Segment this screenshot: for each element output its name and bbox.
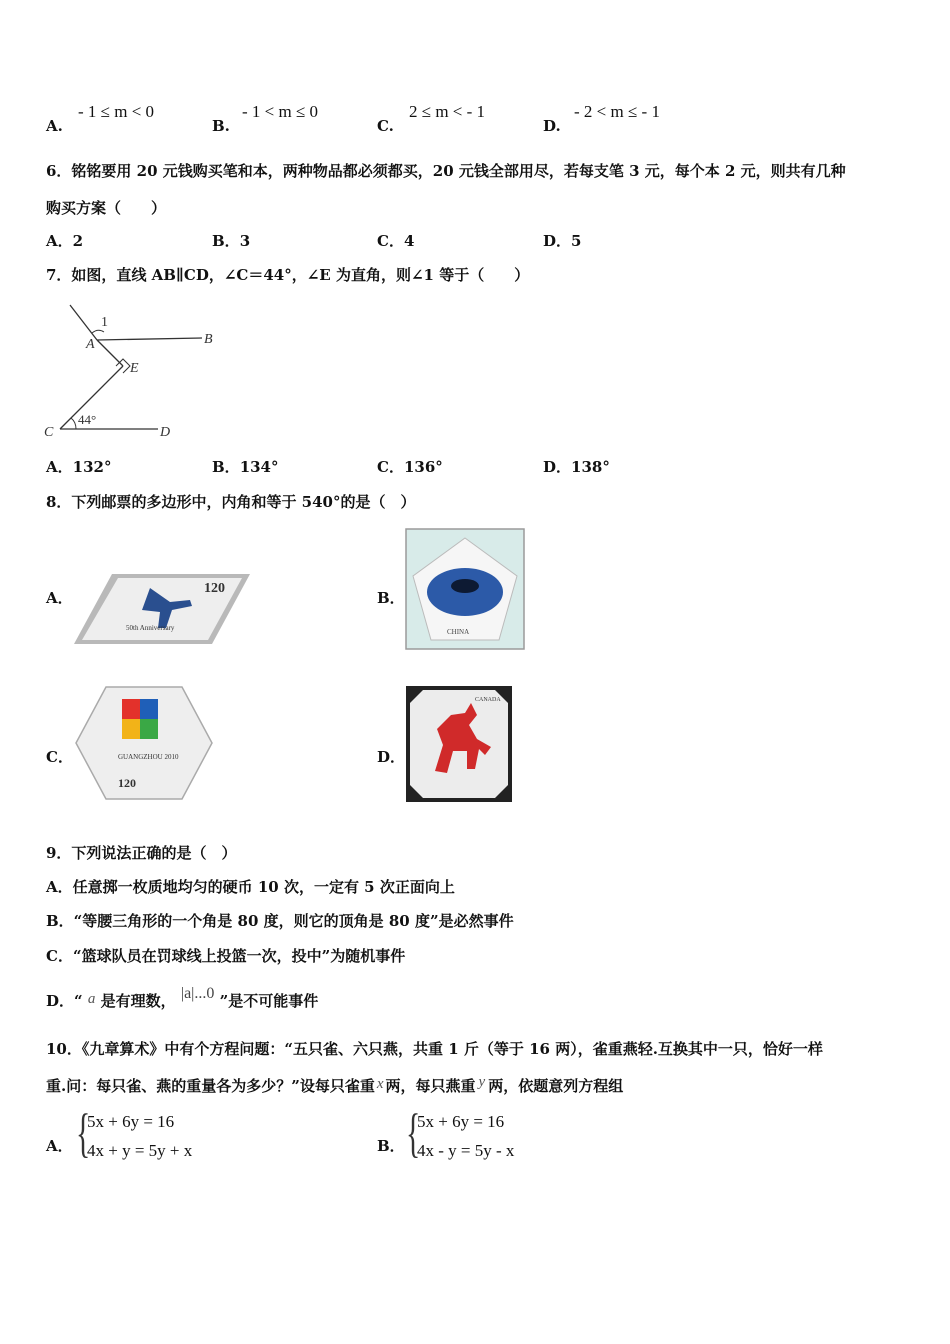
- q10-line2-part-b: 两，每只燕重: [385, 1077, 476, 1095]
- q9-option-a: A．任意掷一枚质地均匀的硬币 10 次，一定有 5 次正面向上: [46, 878, 455, 896]
- q8-stamp-c-logo-blue: [140, 699, 158, 719]
- q8-stamp-c-logo-yellow: [122, 719, 140, 739]
- q7-option-c: [377, 460, 443, 475]
- q7-option-a-value: 132°: [72, 458, 112, 476]
- q10-option-b-label: B．: [377, 1137, 405, 1155]
- q6-line2: 购买方案（ ）: [46, 199, 167, 217]
- q10-option-a-eq2: 4x + y = 5y + x: [87, 1141, 193, 1160]
- q7-text: 7．如图，直线 AB∥CD，∠C＝44°，∠E 为直角，则∠1 等于（ ）: [46, 266, 530, 284]
- q6-option-d: [543, 234, 581, 249]
- q10-option-a-brace: {: [76, 1103, 91, 1163]
- q9-option-d-label: D．“: [46, 992, 83, 1010]
- q9-option-b: B．“等腰三角形的一个角是 80 度，则它的顶角是 80 度”是必然事件: [46, 912, 514, 930]
- q7-option-a: [46, 460, 111, 475]
- q7-option-d-label: D．: [543, 458, 572, 476]
- q7-label-a: A: [86, 337, 95, 352]
- q7-transversal-top: [70, 305, 97, 340]
- q9-option-c: C．“篮球队员在罚球线上投篮一次，投中”为随机事件: [46, 947, 406, 965]
- q8-stamp-a-caption: 50th Anniversary: [126, 624, 175, 632]
- q9-option-d-mid: 是有理数，: [100, 992, 176, 1010]
- q9-option-d-var: a: [87, 991, 96, 1007]
- q7-label-angle1: 1: [101, 315, 108, 330]
- q9-option-d: [46, 985, 319, 1010]
- q5-option-d-expr: - 2 < m ≤ - 1: [574, 102, 660, 121]
- q5-option-c-expr: 2 ≤ m < - 1: [409, 102, 486, 121]
- q6-option-d-label: D．: [543, 232, 572, 250]
- q7-line-ab: [97, 338, 202, 340]
- q7-segment-ae: [97, 340, 123, 366]
- q6-option-a: [46, 234, 83, 249]
- q8-text: 8．下列邮票的多边形中，内角和等于 540°的是（ ）: [46, 493, 416, 511]
- q7-option-c-value: 136°: [403, 458, 443, 476]
- q6-option-c: [377, 234, 414, 249]
- q6-line1: 6．铭铭要用 20 元钱购买笔和本，两种物品都必须都买，20 元钱全部用尽，若每支笔 3 元，每个本 2 元，则共有几种: [46, 162, 846, 180]
- q7-option-c-label: C．: [377, 458, 404, 476]
- q10-var-x: x: [376, 1076, 384, 1092]
- q7-label-c: C: [44, 425, 54, 440]
- q7-option-d-value: 138°: [571, 458, 610, 476]
- q7-label-d: D: [160, 425, 171, 440]
- q8-option-a-label: A．: [46, 589, 73, 607]
- q10-option-b-eq1: 5x + 6y = 16: [417, 1112, 505, 1131]
- q5-options: [0, 95, 950, 135]
- q10-option-b-brace: {: [406, 1103, 421, 1163]
- q5-option-a-expr: - 1 ≤ m < 0: [78, 102, 155, 121]
- q9-option-d-end: ”是不可能事件: [219, 992, 319, 1010]
- q10-option-a-label: A．: [46, 1137, 73, 1155]
- q7-geometry-figure: [40, 298, 230, 448]
- q8-stamp-a-parallelogram: [72, 570, 252, 648]
- q8-option-c-label: C．: [46, 748, 73, 766]
- q9-option-d-expr: |a|...0: [180, 985, 215, 1002]
- q5-option-b-expr: - 1 < m ≤ 0: [242, 102, 319, 121]
- q8-stamp-b-caption: CHINA: [447, 628, 470, 636]
- q6-option-c-label: C．: [377, 232, 404, 250]
- q7-option-a-label: A．: [46, 458, 73, 476]
- q10-var-y: y: [478, 1074, 486, 1090]
- q7-angle1-arc: [92, 330, 104, 333]
- q8-option-b-label: B．: [377, 589, 405, 607]
- q8-option-d-label: D．: [377, 748, 406, 766]
- q8-stamp-c-hexagon: [74, 685, 214, 803]
- q10-line2-part-a: 重.问：每只雀、燕的重量各为多少？”设每只雀重: [46, 1077, 375, 1095]
- q5-option-d-label: D.: [543, 117, 561, 135]
- q8-stamp-b-stadium-roof: [451, 579, 479, 593]
- q7-label-e: E: [130, 361, 139, 376]
- q8-stamp-d-caption: CANADA: [475, 697, 501, 703]
- q8-stamp-d-octagon: [405, 685, 513, 803]
- q8-stamp-c-caption: GUANGZHOU 2010: [118, 753, 179, 761]
- q7-option-b-label: B．: [212, 458, 240, 476]
- q8-stamp-b-pentagon: [405, 528, 525, 650]
- q6-option-b-label: B．: [212, 232, 240, 250]
- q5-option-b-label: B.: [212, 117, 230, 135]
- q5-option-c-label: C.: [377, 117, 394, 135]
- q10-line2-part-c: 两，依题意列方程组: [488, 1077, 624, 1095]
- q8-stamp-c-logo-red: [122, 699, 140, 719]
- q6-option-a-label: A．: [46, 232, 73, 250]
- q8-stamp-a-value: 120: [204, 581, 225, 596]
- q6-option-b-value: 3: [239, 232, 251, 250]
- q10-line1: 10．《九章算术》中有个方程问题：“五只雀、六只燕，共重 1 斤（等于 16 两），雀重燕轻.互换其中一只，恰好一样: [46, 1040, 823, 1058]
- q6-option-a-value: 2: [72, 232, 84, 250]
- q7-option-d: [543, 460, 610, 475]
- q10-option-a-eq1: 5x + 6y = 16: [87, 1112, 175, 1131]
- q9-text: 9．下列说法正确的是（ ）: [46, 844, 237, 862]
- q6-option-c-value: 4: [403, 232, 415, 250]
- q6-option-b: [212, 234, 250, 249]
- q10-option-b-eq2: 4x - y = 5y - x: [417, 1141, 515, 1160]
- q6-option-d-value: 5: [571, 232, 582, 250]
- q8-stamp-c-value: 120: [118, 776, 136, 790]
- q8-stamp-c-logo-green: [140, 719, 158, 739]
- q7-label-44deg: 44°: [78, 412, 97, 427]
- q7-option-b-value: 134°: [239, 458, 279, 476]
- q7-angleC-arc: [71, 418, 76, 429]
- q7-option-b: [212, 460, 279, 475]
- q10-line2: [46, 1074, 624, 1095]
- q5-option-a-label: A.: [46, 117, 63, 135]
- q7-label-b: B: [204, 332, 213, 347]
